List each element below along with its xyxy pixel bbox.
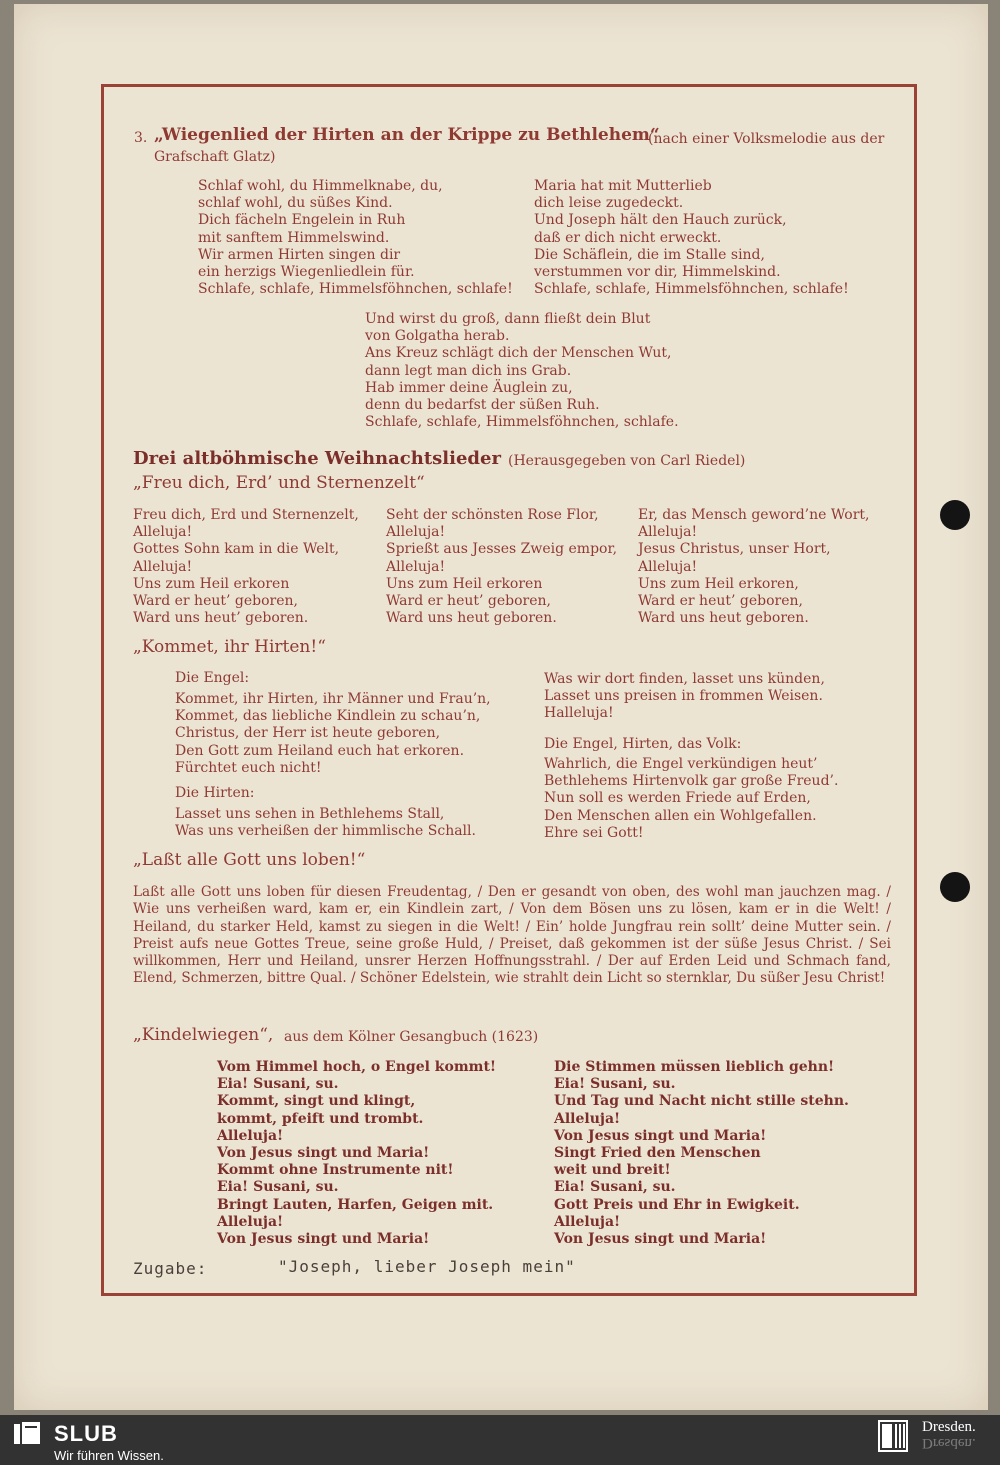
section-editor: (Herausgegeben von Carl Riedel) <box>508 453 746 469</box>
verse-line: Ward uns heut’ geboren. <box>133 610 309 627</box>
speaker-label: Die Engel, Hirten, das Volk: <box>544 736 742 752</box>
verse-line: Fürchtet euch nicht! <box>175 759 322 776</box>
verse-line: dann legt man dich ins Grab. <box>365 362 572 379</box>
dresden-logo[interactable]: Dresden. <box>922 1419 976 1435</box>
verse-line: Nun soll es werden Friede auf Erden, <box>544 790 811 807</box>
verse-line: Gott Preis und Ehr in Ewigkeit. <box>554 1196 800 1213</box>
verse-line: Den Menschen allen ein Wohlgefallen. <box>544 807 817 824</box>
verse-line: Alleluja! <box>638 558 698 575</box>
encore-title: "Joseph, lieber Joseph mein" <box>278 1257 576 1276</box>
dresden-crest-icon <box>878 1420 908 1452</box>
verse-volk <box>544 756 838 842</box>
verse-line: Seht der schönsten Rose Flor, <box>386 507 599 523</box>
song-source: Grafschaft Glatz) <box>154 149 276 165</box>
verse-line: Und wirst du groß, dann fließt dein Blut <box>365 311 651 327</box>
verse-line: Alleluja! <box>133 558 193 575</box>
verse-left <box>198 178 513 298</box>
verse-line: Kommet, ihr Hirten, ihr Männer und Frau’n, <box>175 691 491 707</box>
verse-line: verstummen vor dir, Himmelskind. <box>534 263 781 280</box>
verse-line: Und Joseph hält den Hauch zurück, <box>534 212 787 229</box>
verse-line: Alleluja! <box>386 524 446 541</box>
verse-line: Schlafe, schlafe, Himmelsföhnchen, schlafe! <box>534 281 849 298</box>
punch-hole <box>940 872 970 902</box>
verse-line: Bringt Lauten, Harfen, Geigen mit. <box>217 1196 494 1213</box>
verse-line: Ward uns heut geboren. <box>386 610 557 627</box>
verse-line: Alleluja! <box>217 1213 284 1230</box>
speaker-label: Die Hirten: <box>175 785 255 801</box>
song-title: „Wiegenlied der Hirten an der Krippe zu Bethlehem“ <box>154 125 660 145</box>
verse-line: Sprießt aus Jesses Zweig empor, <box>386 541 618 558</box>
verse-line: ein herzigs Wiegenliedlein für. <box>198 263 415 280</box>
verse-line: Christus, der Herr ist heute geboren, <box>175 725 441 742</box>
verse-right <box>554 1059 849 1248</box>
verse-line: Uns zum Heil erkoren <box>133 575 290 592</box>
verse-line: Alleluja! <box>554 1110 621 1127</box>
verse-line: denn du bedarfst der süßen Ruh. <box>365 396 600 413</box>
verse-line: Von Jesus singt und Maria! <box>554 1230 767 1247</box>
punch-hole <box>940 500 970 530</box>
verse-line: dich leise zugedeckt. <box>534 195 684 212</box>
song-number: 3. <box>134 130 148 146</box>
verse-line: weit und breit! <box>554 1162 671 1179</box>
verse-hirten <box>175 806 476 840</box>
verse-col3 <box>638 507 870 627</box>
verse-line: Uns zum Heil erkoren, <box>638 575 799 592</box>
verse-line: von Golgatha herab. <box>365 328 510 345</box>
verse-engel <box>175 691 491 777</box>
verse-line: Ward er heut’ geboren, <box>133 592 298 609</box>
verse-line: Ward er heut’ geboren, <box>386 592 551 609</box>
verse-line: Ward uns heut geboren. <box>638 610 809 627</box>
verse-line: Was wir dort finden, lasset uns künden, <box>544 671 825 687</box>
verse-line: Kommt ohne Instrumente nit! <box>217 1162 454 1179</box>
verse-line: Ward er heut’ geboren, <box>638 592 803 609</box>
verse-line: Alleluja! <box>217 1127 284 1144</box>
song-source: aus dem Kölner Gesangbuch (1623) <box>284 1029 539 1045</box>
verse-line: Hab immer deine Äuglein zu, <box>365 379 573 396</box>
verse-line: Alleluja! <box>554 1213 621 1230</box>
verse-line: Eia! Susani, su. <box>554 1076 676 1093</box>
verse-line: Halleluja! <box>544 705 614 722</box>
song-source: (nach einer Volksmelodie aus der <box>648 131 885 147</box>
verse-line: Eia! Susani, su. <box>217 1076 339 1093</box>
song-title: „Freu dich, Erd’ und Sternenzelt“ <box>133 473 425 493</box>
song-text: Laßt alle Gott uns loben für diesen Freudentag, / Den er gesandt von oben, des wohl man jauchzen mag. / Wie uns verheißen ward, kam er, ein Kindlein zart, / Von dem Bösen uns zu lösen, kam er in die Welt! / Heiland, du starker Held, kamst zu siegen in die Welt! / Ein’ holde Jungfrau rein sollt’ deine Mutter sein. / Preist aufs neue Gottes Treue, seine große Huld, / Preiset, daß gekommen ist der süße Jesus Christ. / Sei willkommen, Herr und Heiland, unsrer Herzen Hoffnungsstrahl. / Der auf Erden Leid und Schmach fand, Elend, Schmerzen, bittre Qual. / Schöner Edelstein, wie strahlt dein Licht so sternklar, Du süßer Jesu Christ! <box>133 884 891 987</box>
verse-line: Den Gott zum Heiland euch hat erkoren. <box>175 742 465 759</box>
verse-line: Von Jesus singt und Maria! <box>554 1127 767 1144</box>
verse-line: Gottes Sohn kam in die Welt, <box>133 541 340 558</box>
verse-line: Ans Kreuz schlägt dich der Menschen Wut, <box>365 345 672 362</box>
verse-line: mit sanftem Himmelswind. <box>198 229 390 246</box>
verse-line: Singt Fried den Menschen <box>554 1144 761 1161</box>
verse-line: Schlafe, schlafe, Himmelsföhnchen, schlafe! <box>198 281 513 298</box>
song-title: „Kommet, ihr Hirten!“ <box>133 637 326 657</box>
verse-line: Uns zum Heil erkoren <box>386 575 543 592</box>
slub-logo[interactable]: SLUB <box>54 1421 118 1446</box>
verse-line: Lasset uns sehen in Bethlehems Stall, <box>175 806 445 822</box>
verse-left <box>217 1059 496 1248</box>
verse-line: Wahrlich, die Engel verkündigen heut’ <box>544 756 818 772</box>
verse-line: Freu dich, Erd und Sternenzelt, <box>133 507 359 523</box>
verse-line: Was uns verheißen der himmlische Schall. <box>175 823 476 840</box>
verse-line: Ehre sei Gott! <box>544 824 644 841</box>
slub-slogan: Wir führen Wissen. <box>54 1448 164 1463</box>
song-title: „Laßt alle Gott uns loben!“ <box>133 850 366 870</box>
verse-right <box>534 178 849 298</box>
speaker-label: Die Engel: <box>175 670 250 686</box>
verse-line: Von Jesus singt und Maria! <box>217 1230 430 1247</box>
verse-line: schlaf wohl, du süßes Kind. <box>198 195 393 212</box>
verse-line: Und Tag und Nacht nicht stille stehn. <box>554 1093 849 1110</box>
verse-line: Jesus Christus, unser Hort, <box>638 541 831 558</box>
verse-line: Maria hat mit Mutterlieb <box>534 178 712 194</box>
section-heading: Drei altböhmische Weihnachtslieder <box>133 448 501 469</box>
song-title: „Kindelwiegen“, <box>133 1025 274 1045</box>
verse-line: daß er dich nicht erweckt. <box>534 229 722 246</box>
verse-line: Eia! Susani, su. <box>554 1179 676 1196</box>
verse-line: Bethlehems Hirtenvolk gar große Freud’. <box>544 773 839 790</box>
verse-col2 <box>386 507 617 627</box>
verse-line: Von Jesus singt und Maria! <box>217 1144 430 1161</box>
verse-line: Alleluja! <box>133 524 193 541</box>
dresden-logo-reflection: Dresden. <box>922 1435 976 1451</box>
book-icon <box>14 1422 40 1444</box>
verse-line: Alleluja! <box>638 524 698 541</box>
verse-line: Schlaf wohl, du Himmelknabe, du, <box>198 178 443 194</box>
verse-line: Wir armen Hirten singen dir <box>198 246 401 263</box>
verse-right-top <box>544 671 825 723</box>
verse-line: Kommet, das liebliche Kindlein zu schau’n, <box>175 708 481 725</box>
verse-center <box>365 311 679 431</box>
verse-line: Schlafe, schlafe, Himmelsföhnchen, schlafe. <box>365 414 679 431</box>
verse-line: Lasset uns preisen in frommen Weisen. <box>544 688 823 705</box>
encore-label: Zugabe: <box>133 1259 208 1278</box>
verse-line: Alleluja! <box>386 558 446 575</box>
verse-line: Die Schäflein, die im Stalle sind, <box>534 246 765 263</box>
verse-line: Vom Himmel hoch, o Engel kommt! <box>217 1059 497 1075</box>
verse-line: Dich fächeln Engelein in Ruh <box>198 212 406 229</box>
verse-line: Eia! Susani, su. <box>217 1179 339 1196</box>
verse-col1 <box>133 507 359 627</box>
verse-line: Die Stimmen müssen lieblich gehn! <box>554 1059 835 1075</box>
verse-line: Kommt, singt und klingt, <box>217 1093 416 1110</box>
verse-line: Er, das Mensch geword’ne Wort, <box>638 507 870 523</box>
verse-line: kommt, pfeift und trombt. <box>217 1110 424 1127</box>
